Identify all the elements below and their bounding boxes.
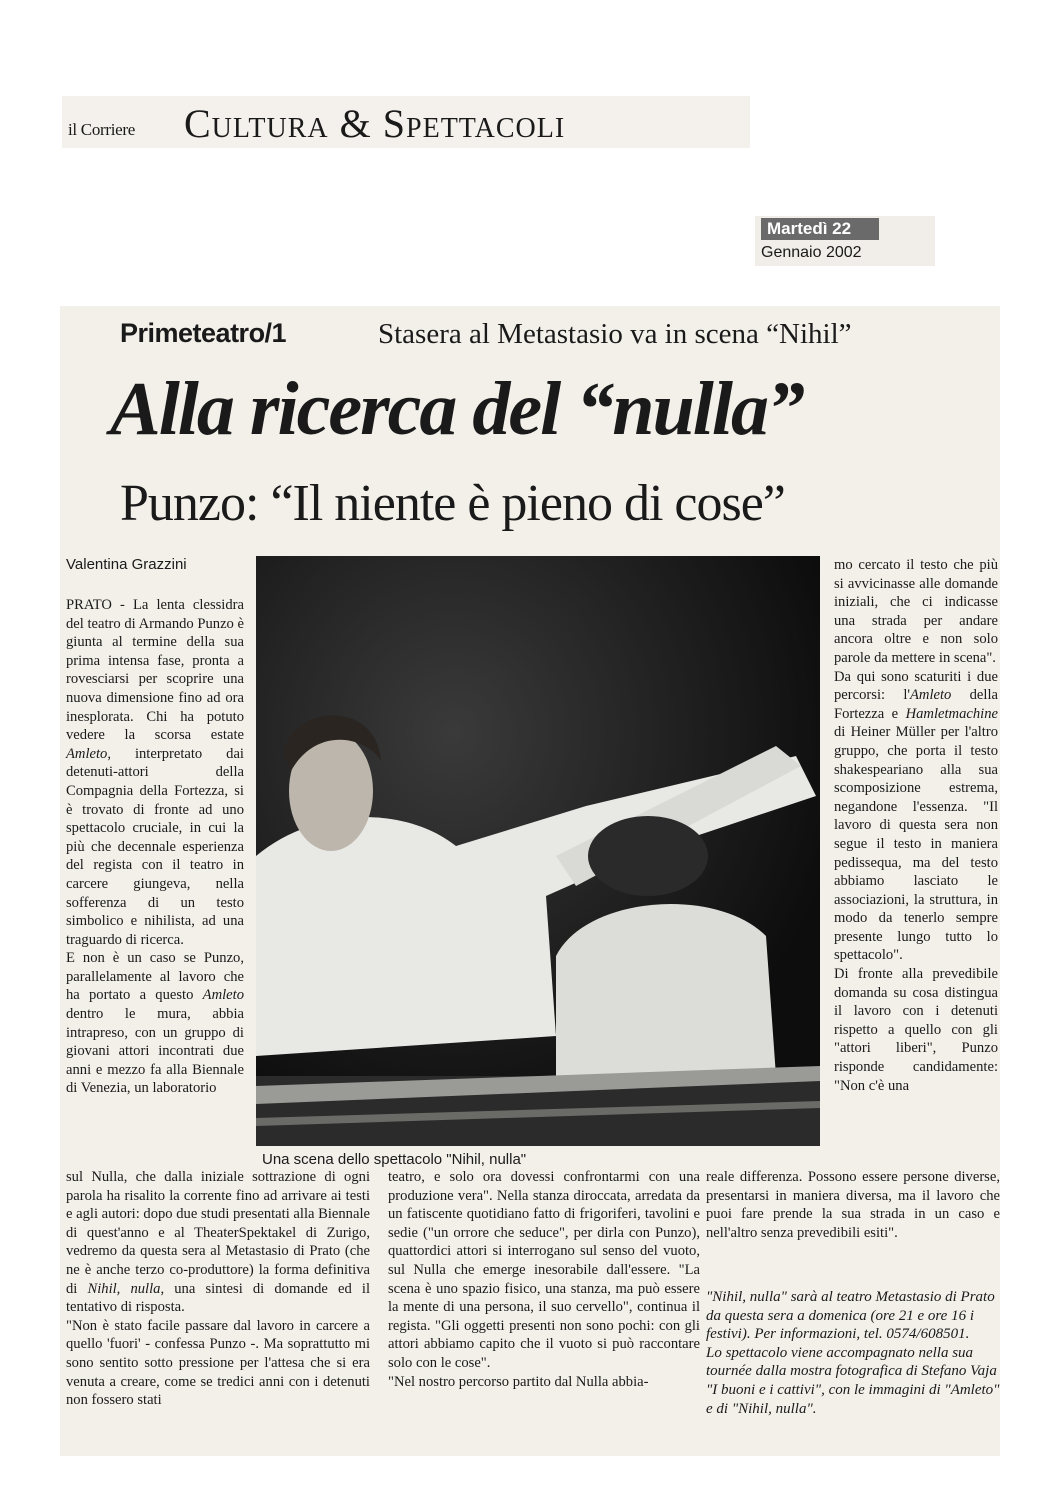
text-column-bottom-middle <box>388 1168 700 1391</box>
exhibition-info: Lo spettacolo viene accompagnato nella sua tournée dalla mostra fotografica di Stefano Vaja "I buoni e i cattivi", con le immagini di "Amleto" e di "Nihil, nulla". <box>706 1344 1000 1417</box>
paragraph: PRATO - La lenta clessidra del teatro di Armando Punzo è giunta al termine della sua prima intensa fase, pronta a rovesciarsi per scoprire una nuova dimensione fino ad ora inesplorata. Chi ha potuto vedere la scorsa estate Amleto, interpretato dai detenuti-attori della Compagnia della Fortezza, si è trovato di fronte ad uno spettacolo cruciale, in cui la più che decennale esperienza del regista con il teatro in carcere giungeva, nella sofferenza di un testo simbolico e nihilista, ad una traguardo di ricerca. <box>66 597 244 948</box>
date-day: Martedì 22 <box>761 218 879 240</box>
show-info-box <box>706 1288 1000 1418</box>
paragraph: Di fronte alla prevedibile domanda su cosa distingua il lavoro con i detenuti rispetto a quello con gli "attori liberi", Punzo risponde candidamente: "Non c'è una <box>834 966 998 1094</box>
paragraph: teatro, e solo ora dovessi confrontarmi con una produzione vera". Nella stanza diroccata, arredata da un fatiscente quotidiano fatto di frigoriferi, tavolini e sedie ("un orrore che seduce", per dirla con Punzo), quattordici attori si interrogano sul senso del vuoto, sul Nulla che emerge inesorabile dall'essere. "La scena è uno spazio fisico, una stanza, ma può essere la mente di una persona, il suo cervello", continua il regista. "Gli oggetti presenti non sono pochi: con gli attori abbiamo capito che il vuoto si può raccontare solo con le cose". <box>388 1169 700 1371</box>
text-column-left <box>66 596 244 1098</box>
headline: Alla ricerca del “nulla” <box>110 367 803 451</box>
paragraph: "Nel nostro percorso partito dal Nulla abbia- <box>388 1373 649 1390</box>
masthead <box>62 96 750 148</box>
author-byline: Valentina Grazzini <box>66 556 187 573</box>
photo-caption: Una scena dello spettacolo "Nihil, nulla" <box>262 1151 527 1168</box>
article-photo <box>256 556 820 1146</box>
subheadline: Punzo: “Il niente è pieno di cose” <box>120 475 785 532</box>
stage-scene-image <box>256 556 820 1146</box>
kicker: Stasera al Metastasio va in scena “Nihil” <box>378 318 852 350</box>
text-column-right <box>834 556 998 1095</box>
date-month-year: Gennaio 2002 <box>761 244 862 261</box>
newspaper-name: il Corriere <box>68 120 136 139</box>
rubric: Primeteatro/1 <box>120 318 287 348</box>
text-column-bottom-left <box>66 1168 370 1410</box>
paragraph: E non è un caso se Punzo, parallelamente al lavoro che ha portato a questo Amleto dentro le mura, abbia intrapreso, con un gruppo di giovani attori incontrati due anni e mezzo fa alla Biennale di Venezia, un laboratorio <box>66 950 244 1097</box>
show-info: "Nihil, nulla" sarà al teatro Metastasio di Prato da questa sera a domenica (ore 21 e ore 16 i festivi). Per informazioni, tel. 0574/608501. <box>706 1289 995 1343</box>
text-column-bottom-right: reale differenza. Possono essere persone diverse, presentarsi in maniera diversa, ma il lavoro che puoi fare prende la sua strada in un caso e nell'altro senza prevedibili esiti". <box>706 1169 1000 1241</box>
paragraph: Da qui sono scaturiti i due percorsi: l'Amleto della Fortezza e Hamletmachine di Heiner Müller per l'altro gruppo, che porta il testo shakespeariano alla sua scomposizione estrema, negandone l'essenza. "Il lavoro di questa sera non segue il testo in maniera pedissequa, ma del testo abbiamo lasciato le associazioni, la struttura, in modo da tenerlo sempre presente lungo tutto lo spettacolo". <box>834 668 998 964</box>
section-title: Cultura & Spettacoli <box>184 101 566 146</box>
date-box <box>755 216 935 266</box>
paragraph: mo cercato il testo che più si avvicinasse alle domande iniziali, che ci indicasse una strada per andare ancora oltre e non solo parole da mettere in scena". <box>834 557 998 666</box>
paragraph: sul Nulla, che dalla iniziale sottrazione di ogni parola ha risalito la corrente fino ad arrivare ai testi e agli autori: dopo due studi presentati alla Biennale di quest'anno e al TheaterSpektakel di Zurigo, vedremo da questa sera al Metastasio di Prato (che ne è anche terzo co-produttore) la forma definitiva di Nihil, nulla, una sintesi di domande ed il tentativo di risposta. <box>66 1169 370 1316</box>
paragraph: "Non è stato facile passare dal lavoro in carcere a quello 'fuori' - confessa Punzo -. Ma soprattutto mi sono sentito sotto pressione per l'attesa che si era venuta a creare, come se tredici anni con i detenuti non fossero stati <box>66 1317 370 1409</box>
